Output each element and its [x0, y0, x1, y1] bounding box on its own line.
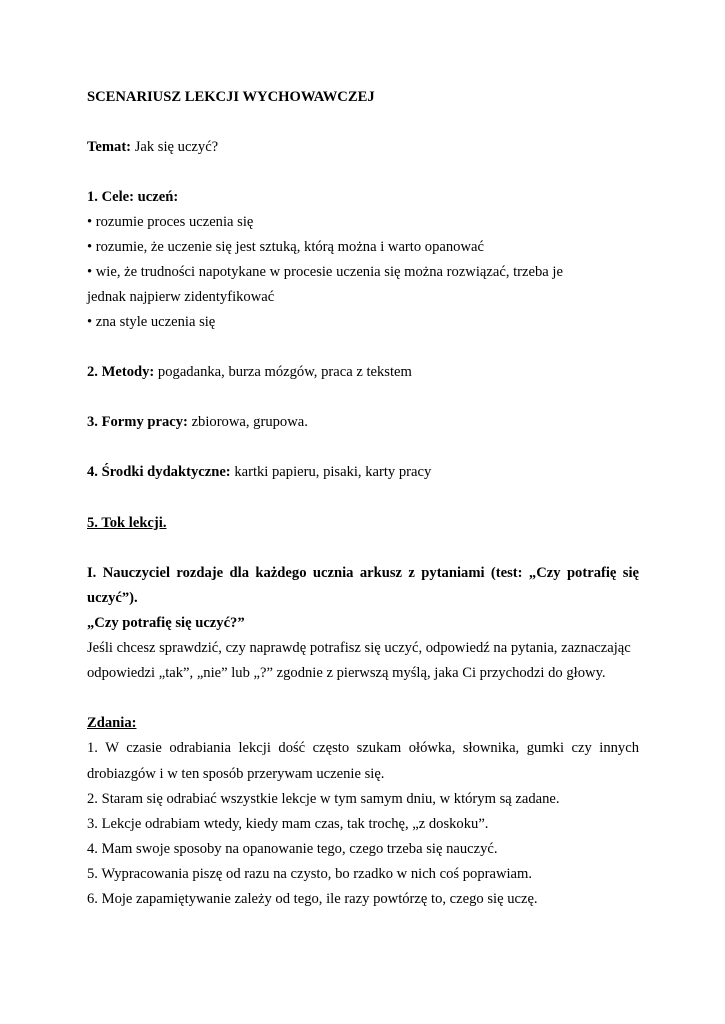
forms-value: zbiorowa, grupowa.: [187, 414, 308, 430]
topic-line: [87, 137, 218, 157]
topic-value: Jak się uczyć?: [131, 139, 219, 155]
step1-line1: I. Nauczyciel rozdaje dla każdego ucznia arkusz z pytaniami (test: „Czy potrafię się: [87, 565, 639, 581]
goal-item: • rozumie, że uczenie się jest sztuką, którą można i warto opanować: [87, 239, 484, 255]
sentence-item: 5. Wypracowania piszę od razu na czysto, bo rzadko w nich coś poprawiam.: [87, 866, 533, 882]
topic-label: Temat:: [87, 139, 132, 155]
sentence-item: 1. W czasie odrabiania lekcji dość często szukam ołówka, słownika, gumki czy innych: [87, 740, 639, 756]
sentence-item: 2. Staram się odrabiać wszystkie lekcje w tym samym dniu, w którym są zadane.: [87, 791, 560, 807]
course-heading: 5. Tok lekcji.: [87, 515, 167, 531]
means-label: 4. Środki dydaktyczne:: [87, 464, 231, 480]
methods-line: [87, 362, 412, 382]
instruction-line: Jeśli chcesz sprawdzić, czy naprawdę potrafisz się uczyć, odpowiedź na pytania, zaznaczając: [87, 640, 631, 656]
sentences-heading: Zdania:: [87, 715, 137, 731]
forms-label: 3. Formy pracy:: [87, 414, 188, 430]
means-value: kartki papieru, pisaki, karty pracy: [230, 464, 432, 480]
instruction-line: odpowiedzi „tak”, „nie” lub „?” zgodnie z pierwszą myślą, jaka Ci przychodzi do głowy.: [87, 665, 606, 681]
sentence-item: 3. Lekcje odrabiam wtedy, kiedy mam czas, tak trochę, „z doskoku”.: [87, 816, 489, 832]
goal-item: • rozumie proces uczenia się: [87, 214, 254, 230]
sentence-item-continuation: drobiazgów i w ten sposób przerywam uczenie się.: [87, 766, 385, 782]
methods-value: pogadanka, burza mózgów, praca z tekstem: [154, 364, 412, 380]
forms-line: [87, 412, 308, 432]
test-subtitle: „Czy potrafię się uczyć?”: [87, 615, 245, 631]
document-title: SCENARIUSZ LEKCJI WYCHOWAWCZEJ: [87, 89, 375, 105]
goal-item-continuation: jednak najpierw zidentyfikować: [87, 289, 275, 305]
methods-label: 2. Metody:: [87, 364, 155, 380]
sentence-item: 6. Moje zapamiętywanie zależy od tego, ile razy powtórzę to, czego się uczę.: [87, 891, 538, 907]
step1-line2: uczyć”).: [87, 590, 138, 606]
goal-item: • zna style uczenia się: [87, 314, 216, 330]
goals-heading: 1. Cele: uczeń:: [87, 189, 179, 205]
means-line: [87, 462, 431, 482]
goal-item: • wie, że trudności napotykane w procesie uczenia się można rozwiązać, trzeba je: [87, 264, 563, 280]
sentence-item: 4. Mam swoje sposoby na opanowanie tego, czego trzeba się nauczyć.: [87, 841, 498, 857]
